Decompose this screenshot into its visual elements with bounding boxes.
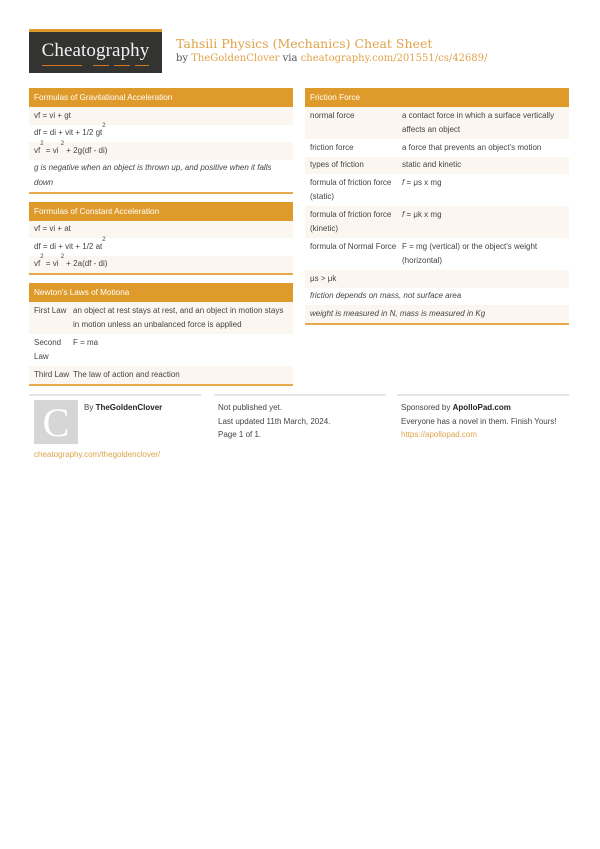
formula-variable: f: [402, 209, 405, 219]
sponsor-text: Everyone has a novel in them. Finish Yours!: [401, 416, 557, 426]
footer-divider: [214, 394, 386, 396]
footer-divider: [397, 394, 569, 396]
full-width-row: [305, 270, 569, 288]
law-name: Third Law: [34, 369, 70, 379]
superscript: 2: [102, 123, 106, 129]
section-newtons-laws: [29, 283, 293, 386]
logo-underline: [42, 65, 82, 67]
row-text: friction depends on mass, not surface area: [310, 291, 462, 300]
superscript: 2: [40, 254, 44, 260]
section-friction-force: [305, 88, 569, 325]
definition: [402, 208, 564, 237]
term-row: [305, 174, 569, 206]
note-text: g is negative when an object is thrown up, and positive when it falls down: [34, 163, 272, 187]
sponsor-line: [401, 401, 561, 415]
logo-underline: [135, 65, 149, 67]
law-row: [29, 366, 293, 384]
logo-text: Cheatography: [41, 40, 150, 61]
row-text: μs > μk: [310, 273, 337, 283]
term: formula of friction force (static): [310, 177, 392, 201]
left-column: [29, 88, 293, 394]
section-constant-acceleration: [29, 202, 293, 276]
page-title: Tahsili Physics (Mechanics) Cheat Sheet: [176, 36, 433, 51]
note-row: [29, 160, 293, 192]
formula-row: [29, 125, 293, 143]
cheatography-logo[interactable]: [29, 29, 162, 73]
law-name: First Law: [34, 305, 67, 315]
formula-text: vf = vi + gt: [34, 110, 71, 120]
footer-author: [84, 401, 162, 415]
term-row: [305, 206, 569, 238]
footer-sponsor: [401, 401, 561, 442]
page-number: Page 1 of 1.: [218, 430, 262, 439]
formula-text: = μk x mg: [404, 209, 442, 219]
section-gravitational-acceleration: [29, 88, 293, 194]
by-prefix: By: [84, 403, 94, 412]
author-profile-link[interactable]: cheatography.com/thegoldenclover/: [34, 450, 161, 459]
formula-text: = vi: [43, 145, 61, 155]
superscript: 2: [60, 254, 65, 260]
logo-underline: [93, 65, 109, 67]
byline: [176, 53, 487, 64]
formula-variable: f: [402, 177, 405, 187]
superscript: 2: [40, 140, 44, 147]
formula-text: df = di + vit + 1/2 at: [34, 241, 103, 251]
formula-text: vf: [34, 145, 41, 155]
row-text: weight is measured in N, mass is measured in Kg: [310, 308, 486, 318]
full-width-row: [305, 305, 569, 323]
term-row: [305, 238, 569, 270]
sponsor-name[interactable]: ApolloPad.com: [452, 403, 511, 412]
term: types of friction: [310, 160, 364, 169]
term: friction force: [310, 142, 354, 152]
logo-underline: [114, 65, 130, 67]
last-updated: Last updated 11th March, 2024.: [218, 416, 331, 426]
superscript: 2: [102, 236, 106, 243]
footer-meta: [218, 401, 330, 442]
formula-text: vf = vi + at: [34, 224, 71, 233]
formula-row: [29, 107, 293, 125]
sheet-url-link[interactable]: cheatography.com/201551/cs/42689/: [300, 53, 488, 64]
formula-row: [29, 221, 293, 239]
law-description: an object at rest stays at rest, and an object in motion stays in motion unless an unbalanced force is applied: [73, 305, 284, 329]
law-description: F = ma: [73, 337, 99, 347]
full-width-row: [305, 288, 569, 306]
law-description: The law of action and reaction: [73, 369, 180, 379]
term: normal force: [310, 110, 355, 120]
term: formula of Normal Force: [310, 241, 397, 251]
sponsor-prefix: Sponsored by: [401, 403, 451, 412]
law-row: [29, 334, 293, 366]
by-prefix: by: [176, 53, 189, 64]
author-link[interactable]: TheGoldenClover: [191, 53, 280, 64]
section-title: Newton's Laws of Motiona: [29, 283, 293, 302]
section-title: Formulas of Constant Acceleration: [29, 202, 293, 221]
formula-row: [29, 142, 293, 160]
via-text: via: [282, 53, 298, 64]
formula-text: + 2a(df - di): [64, 259, 108, 268]
term-row: [305, 139, 569, 157]
law-row: [29, 302, 293, 334]
publish-status: Not published yet.: [218, 403, 283, 412]
term-row: [305, 157, 569, 175]
sponsor-link[interactable]: https://apollopad.com: [401, 430, 478, 439]
right-column: [305, 88, 569, 333]
formula-text: + 2g(df - di): [64, 145, 108, 155]
definition: static and kinetic: [402, 160, 462, 169]
formula-text: df = di + vit + 1/2 gt: [34, 128, 103, 137]
formula-row: [29, 256, 293, 274]
section-title: Formulas of Gravitational Acceleration: [29, 88, 293, 107]
footer-author-name[interactable]: TheGoldenClover: [95, 403, 163, 412]
definition: [402, 176, 564, 205]
author-avatar[interactable]: C: [34, 400, 78, 444]
term: formula of friction force (kinetic): [310, 209, 392, 233]
formula-text: = μs x mg: [404, 177, 442, 187]
law-name: Second Law: [34, 337, 62, 361]
formula-text: = vi: [43, 259, 61, 268]
term-row: [305, 107, 569, 139]
footer-divider: [29, 394, 201, 396]
formula-text: vf: [34, 259, 41, 268]
definition: a contact force in which a surface vertically affects an object: [402, 110, 555, 134]
section-title: Friction Force: [305, 88, 569, 107]
definition: a force that prevents an object's motion: [402, 142, 542, 152]
formula-row: [29, 238, 293, 256]
superscript: 2: [60, 140, 65, 147]
definition: F = mg (vertical) or the object's weight (horizontal): [402, 241, 538, 265]
